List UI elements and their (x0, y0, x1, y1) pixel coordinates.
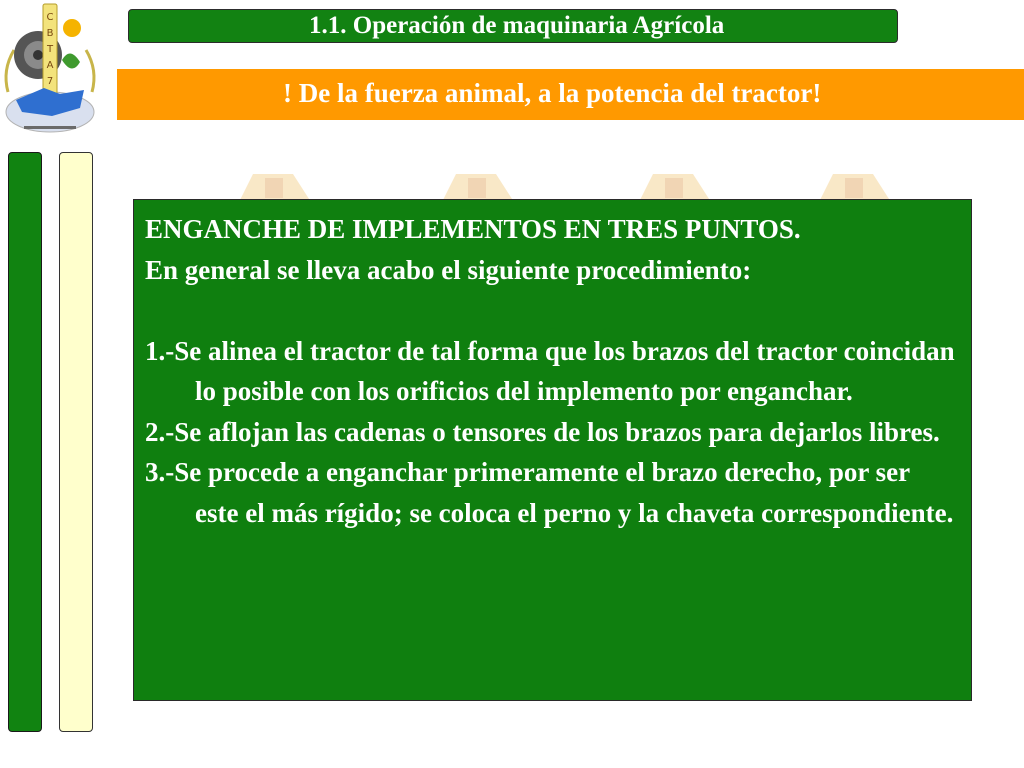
logo-letter: B (46, 28, 54, 39)
procedure-step: 1.-Se alinea el tractor de tal forma que los brazos del tractor coincidan lo posible con los orificios del implemento por enganchar. (145, 335, 955, 406)
content-heading: ENGANCHE DE IMPLEMENTOS EN TRES PUNTOS. (145, 214, 801, 244)
watermark-icon (635, 170, 715, 202)
page-subtitle: ! De la fuerza animal, a la potencia del tractor! (283, 78, 822, 108)
subtitle-bar (117, 69, 1024, 120)
procedure-step: 3.-Se procede a enganchar primeramente el brazo derecho, por ser este el más rígido; se coloca el perno y la chaveta correspondiente. (145, 457, 954, 528)
logo-letter: A (46, 60, 54, 71)
watermark-icon (438, 170, 518, 202)
side-bar-green (8, 152, 42, 732)
watermark-icon (815, 170, 895, 202)
watermark-icon (235, 170, 315, 202)
page-title: 1.1. Operación de maquinaria Agrícola (309, 12, 725, 39)
spacer (145, 290, 957, 331)
school-emblem-icon (0, 0, 100, 140)
logo-letter: 7 (46, 76, 54, 87)
content-box (133, 199, 972, 701)
logo-letter: C (46, 12, 54, 23)
side-bar-cream (59, 152, 93, 732)
procedure-step: 2.-Se aflojan las cadenas o tensores de los brazos para dejarlos libres. (145, 416, 940, 447)
title-bar (128, 9, 898, 43)
content-intro: En general se lleva acabo el siguiente procedimiento: (145, 254, 752, 285)
logo-letter: T (46, 44, 54, 55)
